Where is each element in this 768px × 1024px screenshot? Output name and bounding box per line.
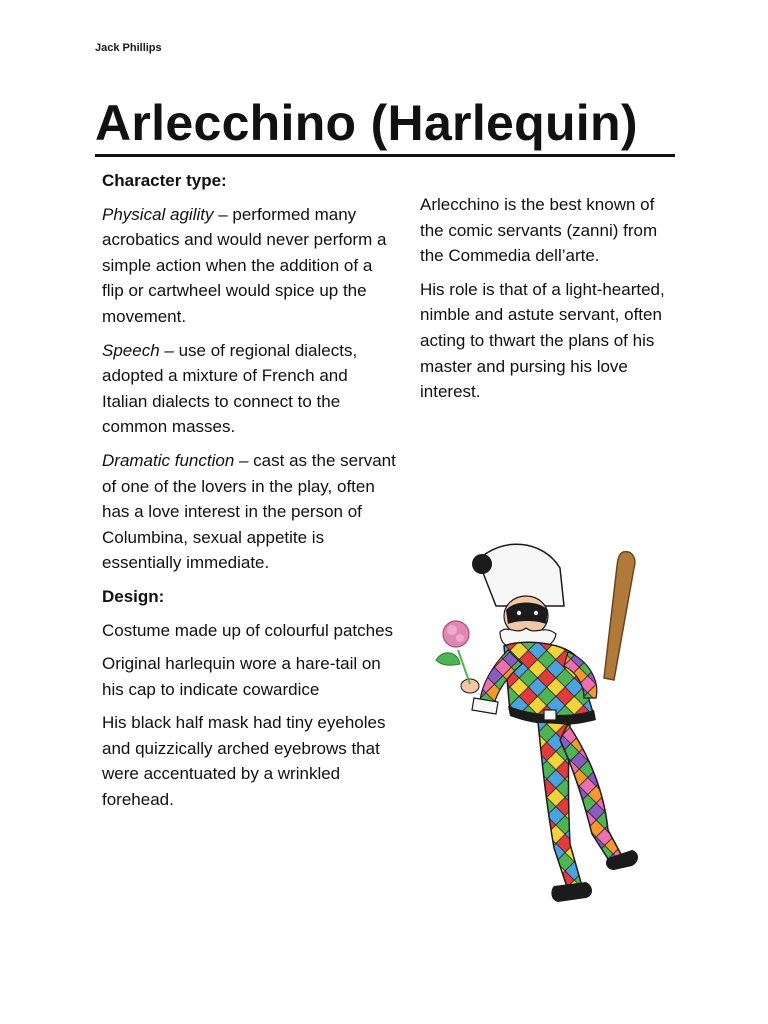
physical-agility-paragraph (102, 202, 397, 330)
speech-text: – use of regional dialects, adopted a mixture of French and Italian dialects to connect to the common masses. (102, 340, 358, 437)
speech-paragraph (102, 338, 397, 440)
intro-paragraph: Arlecchino is the best known of the comic servants (zanni) from the Commedia dell’arte. (420, 195, 658, 266)
design-point: Costume made up of colourful patches (102, 620, 394, 640)
mask-eyehole-left (517, 611, 521, 615)
design-point: His black half mask had tiny eyeholes and quizzically arched eyebrows that were accentuated by a wrinkled forehead. (102, 713, 386, 810)
speech-term: Speech (102, 340, 160, 360)
author-name: Jack Phillips (95, 42, 162, 54)
dramatic-function-text: – cast as the servant of one of the lovers in the play, often has a love interest in the person of Columbina, sexual appetite is essentially immediate. (102, 450, 396, 573)
design-heading: Design: (102, 586, 165, 606)
dramatic-function-paragraph (102, 448, 397, 576)
flower-leaf (436, 653, 460, 665)
front-shoe (551, 882, 592, 902)
physical-agility-term: Physical agility (102, 204, 214, 224)
left-column (102, 168, 397, 821)
document-title: Arlecchino (Harlequin) (95, 92, 675, 157)
hat-pompom (472, 554, 492, 574)
character-type-heading: Character type: (102, 171, 227, 190)
right-column (420, 192, 680, 413)
black-half-mask (506, 603, 548, 625)
mask-eyehole-right (534, 611, 538, 615)
physical-agility-text: – performed many acrobatics and would never perform a simple action when the addition of a flip or cartwheel would spice up the movement. (102, 204, 387, 326)
belt-buckle (544, 710, 556, 720)
flower-stem (458, 650, 470, 684)
harlequin-illustration (418, 540, 668, 940)
dramatic-function-term: Dramatic function (102, 450, 235, 470)
slapstick-bat (604, 552, 635, 680)
design-point: Original harlequin wore a hare-tail on his cap to indicate cowardice (102, 654, 381, 699)
flower-bloom (443, 621, 469, 647)
role-paragraph: His role is that of a light-hearted, nimble and astute servant, often acting to thwart the plans of his master and pursing his love interest. (420, 279, 665, 402)
